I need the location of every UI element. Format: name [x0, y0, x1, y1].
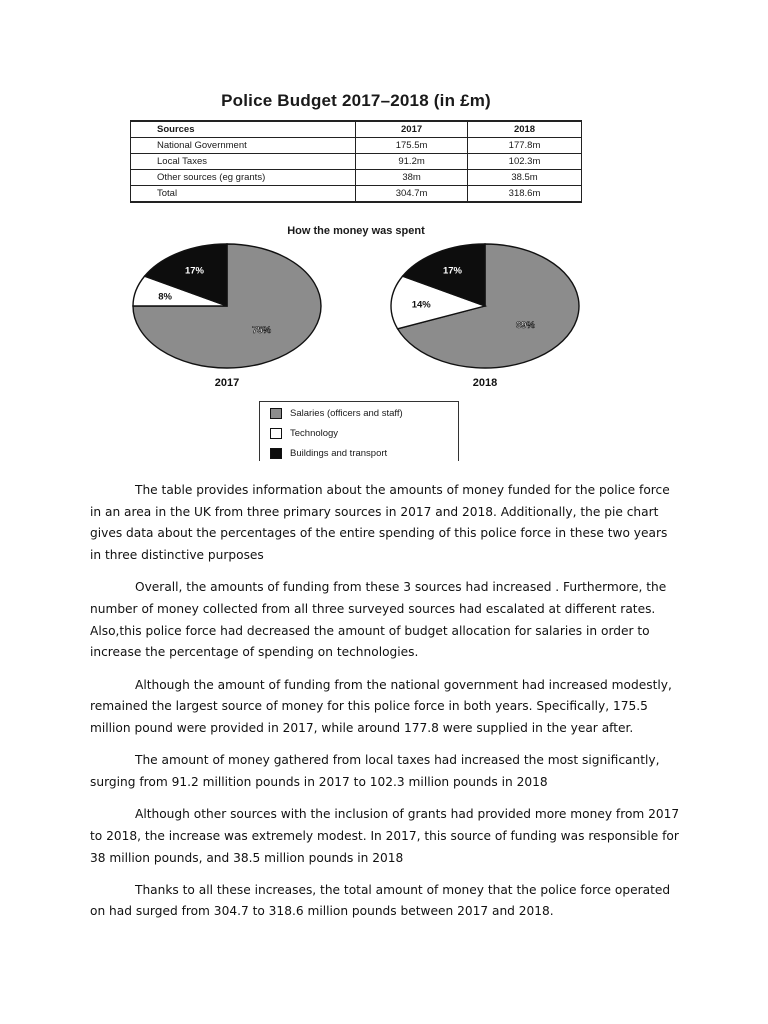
table-cell: 38m — [356, 170, 468, 186]
header-sources: Sources — [131, 121, 356, 138]
pie-section-title: How the money was spent — [287, 225, 425, 237]
essay-paragraph: The table provides information about the amounts of money funded for the police force in an area in the UK from three primary sources in 2017 and 2018. Additionally, the pie chart gives data about the percentages of the entire spending of this police force in these two years in three distinctive purposes — [90, 483, 670, 563]
legend-swatch-technology — [270, 428, 282, 439]
essay-paragraph: Overall, the amounts of funding from these 3 sources had increased . Furthermore, the number of money collected from all three surveyed sources had escalated at different rates. Also,this police force had decreased the amount of budget allocation for salaries in order to increase the percentage of spending on technologies. — [90, 580, 667, 660]
table-cell: 102.3m — [468, 154, 582, 170]
legend-swatch-buildings — [270, 448, 282, 459]
table-row — [131, 138, 582, 154]
chart-figure — [120, 88, 592, 462]
table-row — [131, 154, 582, 170]
legend-label: Buildings and transport — [290, 448, 388, 459]
pie-label-technology: 8% — [158, 291, 172, 303]
table-cell: 38.5m — [468, 170, 582, 186]
table-cell: Local Taxes — [131, 154, 356, 170]
table-cell: 304.7m — [356, 186, 468, 203]
essay-paragraph: Although the amount of funding from the national government had increased modestly, remained the largest source of money for this police force in both years. Specifically, 175.5 million pound were provided in 2017, while around 177.8 were supplied in the year after. — [90, 677, 672, 736]
pie-chart-2017 — [133, 244, 321, 389]
pie-label-salaries: 75% — [252, 324, 272, 336]
pie-year-label: 2017 — [214, 377, 240, 389]
table-row — [131, 186, 582, 203]
pie-label-technology: 14% — [411, 299, 431, 311]
table-cell: Total — [131, 186, 356, 203]
legend-swatch-salaries — [270, 408, 282, 419]
legend-label: Technology — [290, 428, 339, 439]
budget-table — [130, 120, 582, 203]
legend-label: Salaries (officers and staff) — [290, 408, 403, 419]
table-cell: 177.8m — [468, 138, 582, 154]
pie-label-buildings: 17% — [184, 265, 205, 277]
header-2017: 2017 — [356, 121, 468, 138]
table-cell: National Government — [131, 138, 356, 154]
pie-label-salaries: 69% — [515, 320, 535, 332]
pie-chart-2018 — [391, 244, 579, 389]
table-cell: Other sources (eg grants) — [131, 170, 356, 186]
table-header-row — [131, 121, 582, 138]
essay-text — [90, 480, 682, 934]
essay-paragraph: The amount of money gathered from local taxes had increased the most significantly, surging from 91.2 millition pounds in 2017 to 102.3 million pounds in 2018 — [90, 753, 660, 789]
pie-label-buildings: 17% — [442, 265, 463, 277]
figure-title: Police Budget 2017–2018 (in £m) — [221, 91, 491, 110]
header-2018: 2018 — [468, 121, 582, 138]
essay-paragraph: Thanks to all these increases, the total amount of money that the police force operated on had surged from 304.7 to 318.6 million pounds between 2017 and 2018. — [90, 882, 671, 919]
pie-year-label: 2018 — [472, 377, 498, 389]
chart-legend — [259, 401, 459, 461]
table-cell: 175.5m — [356, 138, 468, 154]
table-cell: 91.2m — [356, 154, 468, 170]
table-row — [131, 170, 582, 186]
essay-paragraph: Although other sources with the inclusion of grants had provided more money from 2017 to 2018, the increase was extremely modest. In 2017, this source of funding was responsible for 38 million pounds, and 38.5 million pounds in 2018 — [90, 807, 680, 865]
pie-charts — [120, 238, 592, 398]
table-cell: 318.6m — [468, 186, 582, 203]
